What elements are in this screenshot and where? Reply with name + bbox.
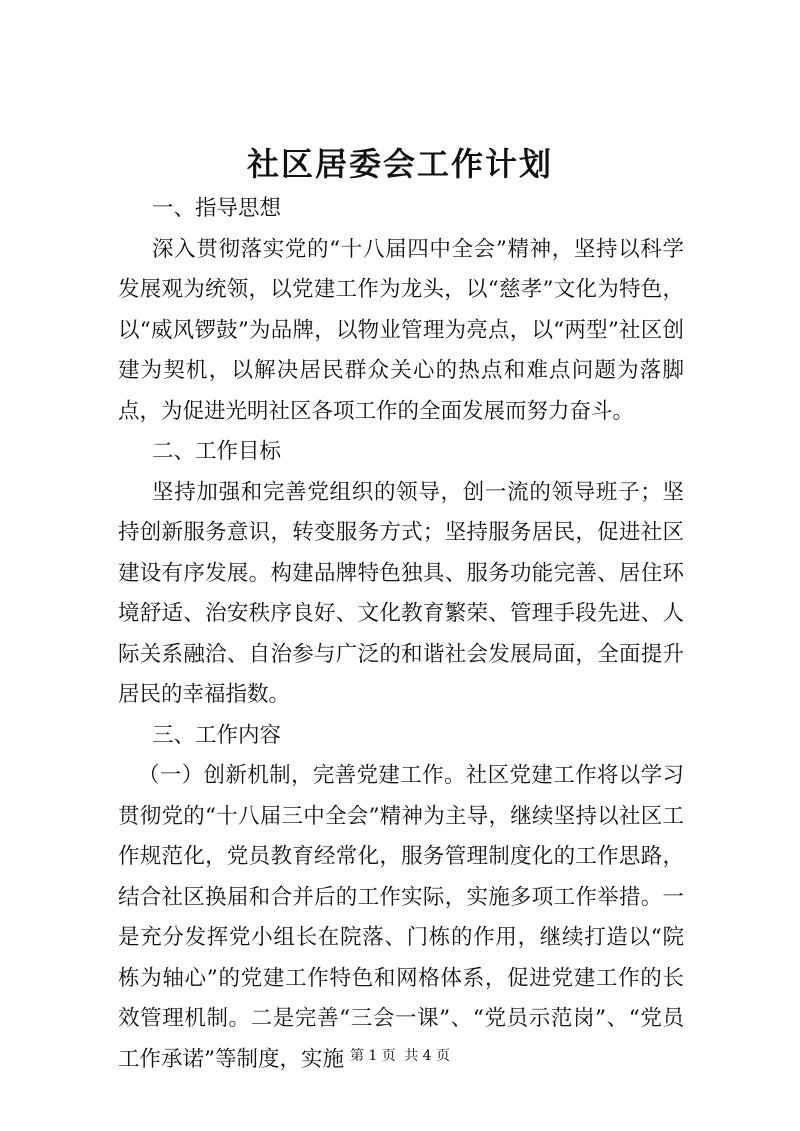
section-heading-guiding-ideology: 一、指导思想 [152,196,282,221]
document-title: 社区居委会工作计划 [246,145,553,183]
paragraph-guiding-ideology: 深入贯彻落实党的“十八届四中全会”精神，坚持以科学发展观为统领，以党建工作为龙头，以“慈孝”文化为特色，以“威风锣鼓”为品牌，以物业管理为亮点，以“两型”社区创建为契机，以解决居民群众关心的热点和难点问题为落脚点，为促进光明社区各项工作的全面发展而努力奋斗。 [118,236,684,424]
page-number: 第 1 页 [349,1048,396,1064]
page-footer [0,1046,800,1066]
page-total: 共 4 页 [404,1048,451,1064]
document-body [118,189,684,1080]
section-heading-work-content: 三、工作内容 [152,722,282,748]
section-heading-work-goals: 二、工作目标 [152,439,282,464]
paragraph-work-goals: 坚持加强和完善党组织的领导，创一流的领导班子；坚持创新服务意识，转变服务方式；坚持服务居民，促进社区建设有序发展。构建品牌特色独具、服务功能完善、居住环境舒适、治安秩序良好、文化教育繁荣、管理手段先进、人际关系融洽、自治参与广泛的和谐社会发展局面，全面提升居民的幸福指数。 [118,479,684,707]
paragraph-work-content: （一）创新机制，完善党建工作。社区党建工作将以学习贯彻党的“十八届三中全会”精神为主导，继续坚持以社区工作规范化，党员教育经常化，服务管理制度化的工作思路，结合社区换届和合并后的工作实际，实施多项工作举措。一是充分发挥党小组长在院落、门栋的作用，继续打造以“院栋为轴心”的党建工作特色和网格体系，促进党建工作的长效管理机制。二是完善“三会一课”、“党员示范岗”、“党员工作承诺”等制度，实施 [118,763,684,1072]
